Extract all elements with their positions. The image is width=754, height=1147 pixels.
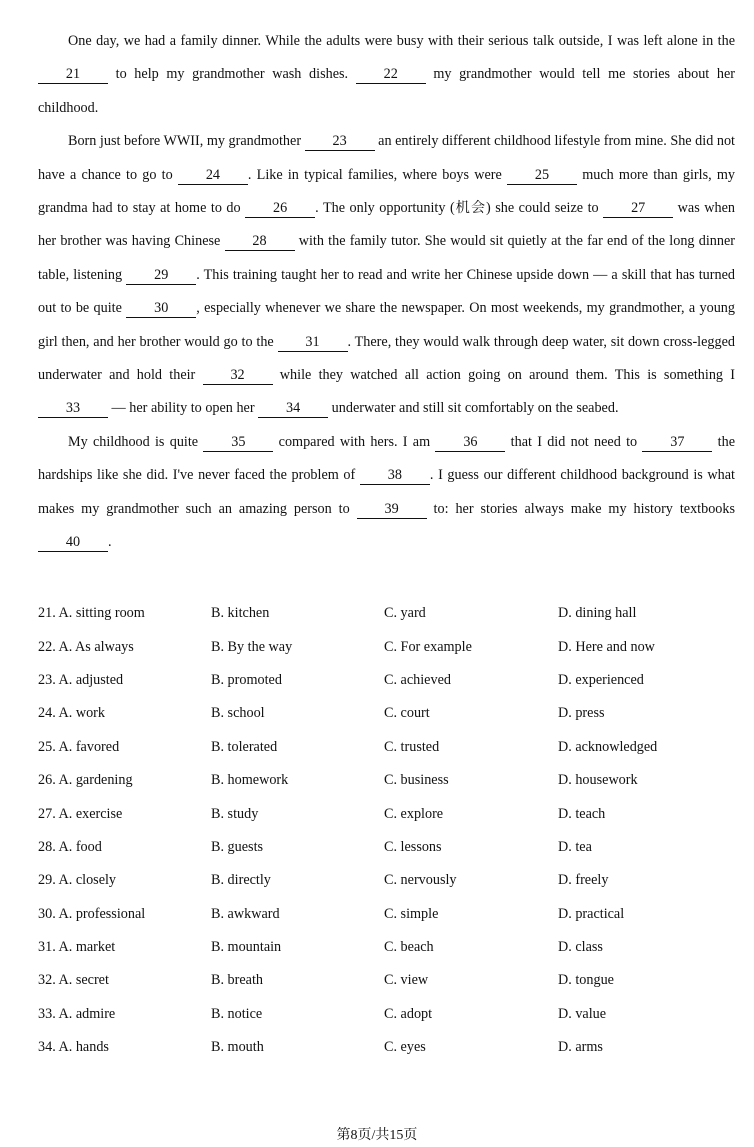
option-b: B. directly (211, 872, 271, 889)
answer-blank: 23 (305, 133, 375, 151)
passage-text: while they watched all action going on around them. This is something I (272, 367, 736, 384)
answer-blank: 39 (357, 501, 427, 519)
option-d: D. practical (558, 905, 625, 922)
option-c: C. For example (384, 638, 472, 655)
passage-text: My childhood is quite (68, 433, 204, 450)
answer-blank: 27 (603, 200, 673, 218)
option-d: D. press (558, 705, 605, 722)
option-b: B. notice (211, 1005, 263, 1022)
option-row (38, 731, 735, 764)
passage-text: to: her stories always make my history textbooks (426, 500, 735, 517)
option-row (38, 931, 735, 964)
option-d: D. experienced (558, 671, 644, 688)
passage-paragraph-2 (38, 125, 735, 426)
option-c: C. nervously (384, 872, 457, 889)
passage-text: underwater and still sit comfortably on the seabed. (328, 400, 619, 417)
option-b: B. study (211, 805, 259, 822)
answer-blank: 35 (203, 434, 273, 452)
option-d: D. housework (558, 772, 638, 789)
option-c: C. court (384, 705, 430, 722)
passage-text: that I did not need to (505, 433, 643, 450)
passage-text: One day, we had a family dinner. While the adults were busy with their serious talk outside, I was left alone in the (68, 33, 735, 49)
option-a: 22. A. As always (38, 638, 134, 655)
option-b: B. school (211, 705, 265, 722)
option-a: 33. A. admire (38, 1005, 116, 1022)
option-row (38, 664, 735, 697)
option-row (38, 898, 735, 931)
option-c: C. adopt (384, 1005, 433, 1022)
option-a: 27. A. exercise (38, 805, 123, 822)
option-a: 23. A. adjusted (38, 671, 124, 688)
answer-blank: 21 (38, 66, 108, 84)
passage-text: an entirely different childhood lifestyle from mine. She did not have a chance to go to (38, 133, 735, 183)
passage-paragraph-1 (38, 25, 735, 125)
option-b: B. mouth (211, 1039, 264, 1056)
option-b: B. tolerated (211, 738, 278, 755)
option-d: D. freely (558, 872, 609, 889)
passage-text: . This training taught her to read and write her Chinese upside down — a skill that has turned out to be quite (38, 266, 735, 317)
passage-text: — her ability to open her (108, 400, 259, 417)
answer-blank: 32 (203, 367, 273, 385)
option-d: D. tea (558, 838, 592, 855)
option-row (38, 831, 735, 864)
option-c: C. achieved (384, 671, 451, 688)
passage-paragraph-3 (38, 426, 735, 560)
passage-text: to help my grandmother wash dishes. (108, 66, 356, 83)
option-b: B. homework (211, 772, 289, 789)
passage-text: Born just before WWII, my grandmother (68, 133, 305, 150)
option-d: D. class (558, 939, 603, 956)
option-a: 30. A. professional (38, 905, 146, 922)
option-c: C. simple (384, 905, 439, 922)
answer-blank: 25 (507, 167, 577, 185)
passage-text: . There, they would walk through deep water, sit down cross-legged underwater and hold their (38, 333, 735, 384)
answer-options (38, 597, 735, 1064)
option-d: D. value (558, 1005, 607, 1022)
answer-blank: 24 (178, 167, 248, 185)
answer-blank: 40 (38, 534, 108, 552)
passage-text: much more than girls, my grandma had to stay at home to do (38, 166, 735, 217)
passage-text: . (108, 534, 112, 551)
option-a: 28. A. food (38, 838, 102, 855)
option-a: 25. A. favored (38, 738, 120, 755)
answer-blank: 28 (225, 233, 295, 251)
answer-blank: 31 (278, 334, 348, 352)
option-row (38, 1031, 735, 1064)
option-b: B. promoted (211, 671, 282, 688)
option-row (38, 797, 735, 830)
option-d: D. teach (558, 805, 606, 822)
option-d: D. dining hall (558, 605, 637, 622)
option-d: D. tongue (558, 972, 614, 989)
option-a: 34. A. hands (38, 1039, 109, 1056)
option-b: B. mountain (211, 939, 282, 956)
option-c: C. business (384, 772, 449, 789)
answer-blank: 33 (38, 400, 108, 418)
passage-text: was when her brother was having Chinese (38, 200, 735, 250)
answer-blank: 36 (435, 434, 505, 452)
answer-blank: 22 (356, 66, 426, 84)
passage-text: . Like in typical families, where boys were (247, 166, 507, 183)
option-b: B. awkward (211, 905, 280, 922)
passage-text: . I guess our different childhood background is what makes my grandmother such an amazing person to (38, 467, 735, 517)
option-row (38, 964, 735, 997)
answer-blank: 38 (360, 467, 430, 485)
option-row (38, 998, 735, 1031)
passage-text: the hardships like she did. I've never faced the problem of (38, 433, 735, 484)
option-c: C. view (384, 972, 429, 989)
option-a: 29. A. closely (38, 872, 117, 889)
option-a: 21. A. sitting room (38, 605, 145, 622)
passage-text: . The only opportunity (机会) she could seize to (315, 200, 604, 217)
option-b: B. By the way (211, 638, 293, 655)
answer-blank: 29 (126, 267, 196, 285)
passage-text: with the family tutor. She would sit quietly at the far end of the long dinner table, listening (38, 233, 735, 283)
answer-blank: 30 (126, 300, 196, 318)
option-row (38, 764, 735, 797)
option-row (38, 630, 735, 663)
option-c: C. beach (384, 939, 434, 956)
answer-blank: 26 (245, 200, 315, 218)
option-d: D. arms (558, 1039, 603, 1056)
passage-text: compared with hers. I am (273, 433, 436, 450)
option-a: 26. A. gardening (38, 772, 133, 789)
option-c: C. eyes (384, 1039, 426, 1056)
option-a: 24. A. work (38, 705, 105, 722)
passage-text: my grandmother would tell me stories about her childhood. (38, 66, 735, 116)
option-c: C. lessons (384, 838, 442, 855)
option-row (38, 864, 735, 897)
passage-text: , especially whenever we share the newspaper. On most weekends, my grandmother, a young girl then, and her brother would go to the (38, 300, 735, 350)
answer-blank: 34 (258, 400, 328, 418)
option-b: B. breath (211, 972, 264, 989)
option-b: B. kitchen (211, 605, 270, 622)
option-row (38, 697, 735, 730)
cloze-passage (38, 25, 735, 560)
option-d: D. acknowledged (558, 738, 658, 755)
option-c: C. trusted (384, 738, 440, 755)
option-a: 31. A. market (38, 939, 116, 956)
option-d: D. Here and now (558, 638, 655, 655)
option-c: C. explore (384, 805, 444, 822)
page-number: 第8页/共15页 (336, 1128, 418, 1143)
option-c: C. yard (384, 605, 426, 622)
option-row (38, 597, 735, 630)
option-a: 32. A. secret (38, 972, 109, 989)
option-b: B. guests (211, 838, 264, 855)
answer-blank: 37 (642, 434, 712, 452)
